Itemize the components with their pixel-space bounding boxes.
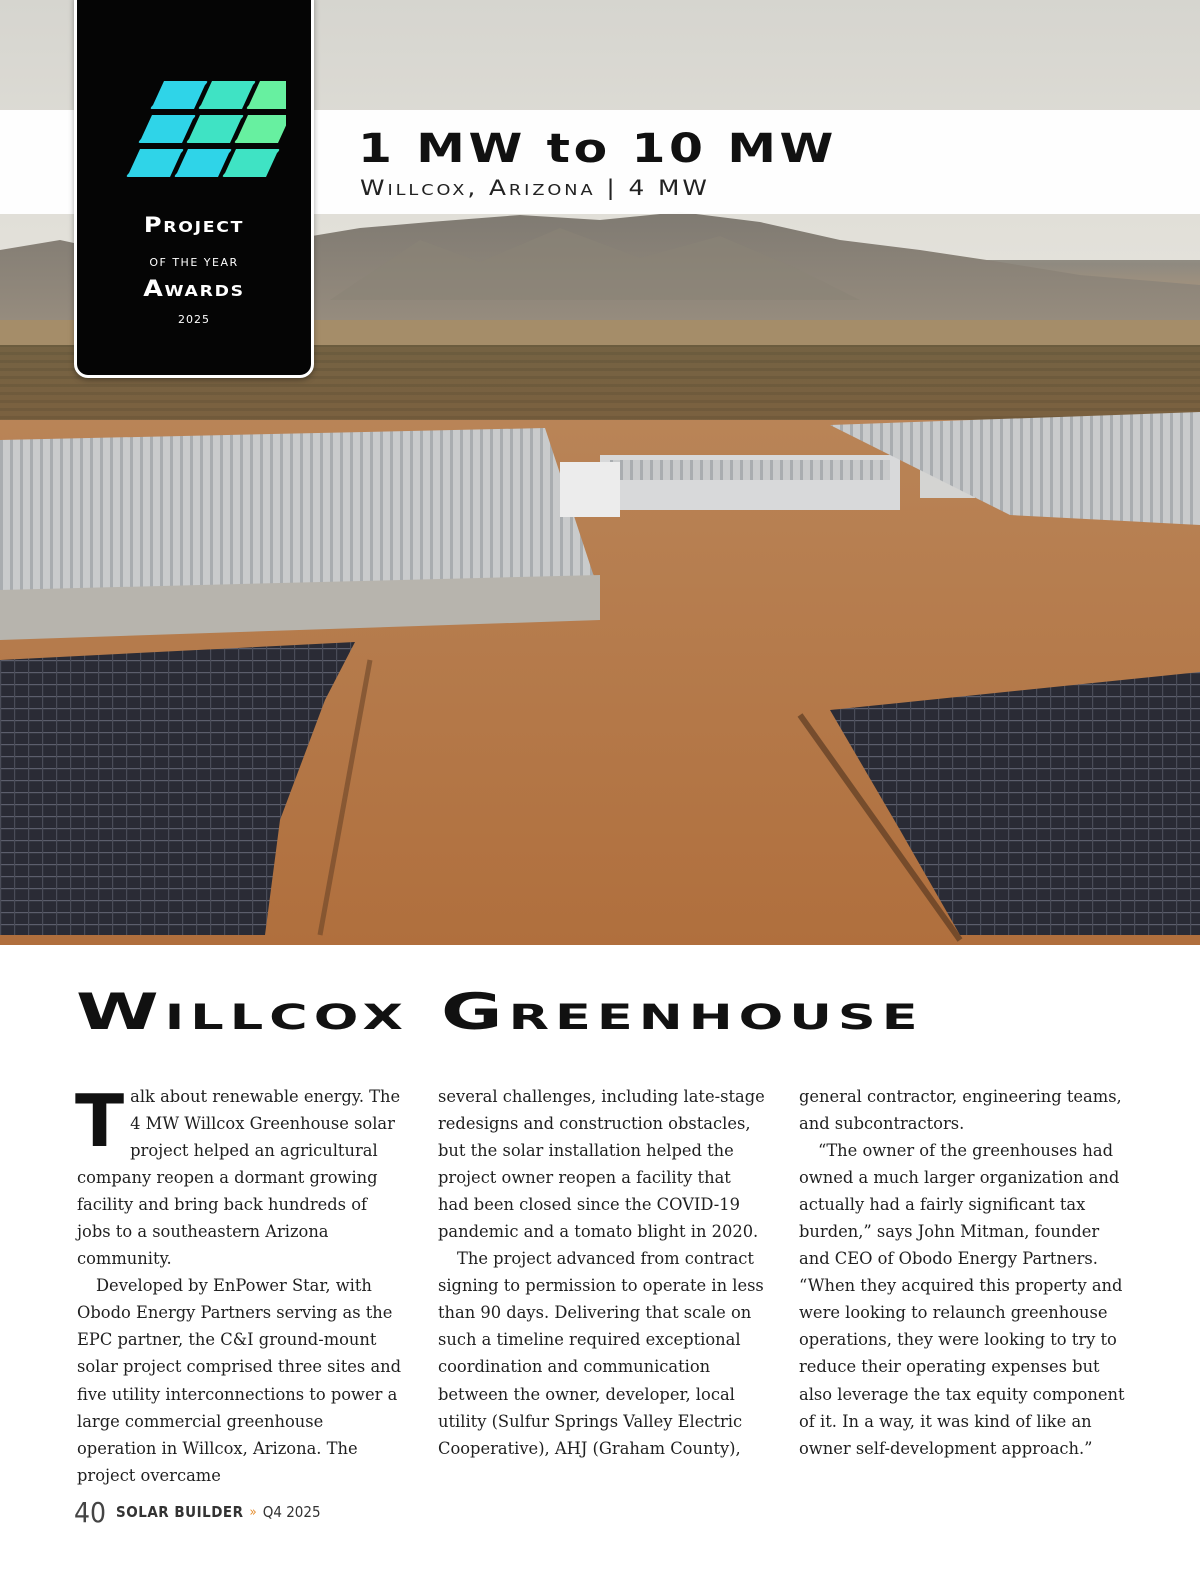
article-headline: Willcox Greenhouse <box>76 983 924 1041</box>
logo-cell <box>199 81 256 109</box>
article-column-2 <box>438 1083 766 1462</box>
drop-cap: T <box>75 1079 125 1163</box>
article-column-1 <box>75 1079 405 1489</box>
award-category: 1 MW to 10 MW <box>358 126 838 172</box>
badge-line-project: Project <box>143 213 245 237</box>
solar-panel-logo-icon <box>110 81 286 191</box>
project-location: Willcox, Arizona | 4 MW <box>360 176 710 200</box>
paragraph: general contractor, engineering teams, and subcontractors. <box>799 1087 1122 1134</box>
paragraph: Developed by EnPower Star, with Obodo Energy Partners serving as the EPC partner, the C&I ground-mount solar project comprised three sites and five utility interconnections to power a large commercial greenhouse operation in Willcox, Arizona. The project overcame <box>77 1276 402 1485</box>
logo-cell <box>139 115 196 143</box>
logo-cell <box>223 149 280 177</box>
paragraph: The project advanced from contract signing to permission to operate in less than 90 days. Delivering that scale on such a timeline required exceptional coordination and communication between the owner, developer, local utility (Sulfur Springs Valley Electric Cooperative), AHJ (Graham County), <box>438 1249 764 1458</box>
badge-line-of-the-year: OF THE YEAR <box>149 256 239 269</box>
article-column-3 <box>799 1083 1127 1462</box>
project-of-the-year-badge <box>74 0 314 378</box>
issue-label: Q4 2025 <box>262 1503 321 1521</box>
page-number: 40 <box>74 1495 107 1529</box>
page-footer <box>74 1496 321 1528</box>
logo-cell <box>175 149 232 177</box>
paragraph: alk about renewable energy. The 4 MW Willcox Greenhouse solar project helped an agricultural company reopen a dormant growing facility and bring back hundreds of jobs to a southeastern Arizona community. <box>77 1087 401 1269</box>
logo-cell <box>127 149 184 177</box>
logo-cell <box>187 115 244 143</box>
paragraph: “The owner of the greenhouses had owned a much larger organization and actually had a fairly significant tax burden,” says John Mitman, founder and CEO of Obodo Energy Partners. “When they acquired this property and were looking to relaunch greenhouse operations, they were looking to try to reduce their operating expenses but also leverage the tax equity component of it. In a way, it was kind of like an owner self-development approach.” <box>799 1141 1125 1458</box>
magazine-name: SOLAR BUILDER <box>116 1503 244 1521</box>
logo-cell <box>235 115 286 143</box>
badge-line-awards: Awards <box>143 277 245 302</box>
badge-year: 2025 <box>178 313 210 326</box>
footer-separator: » <box>249 1504 257 1520</box>
logo-cell <box>151 81 208 109</box>
paragraph: several challenges, including late-stage redesigns and construction obstacles, but the solar installation helped the project owner reopen a facility that had been closed since the COVID-19 pandemic and a tomato blight in 2020. <box>438 1087 765 1242</box>
